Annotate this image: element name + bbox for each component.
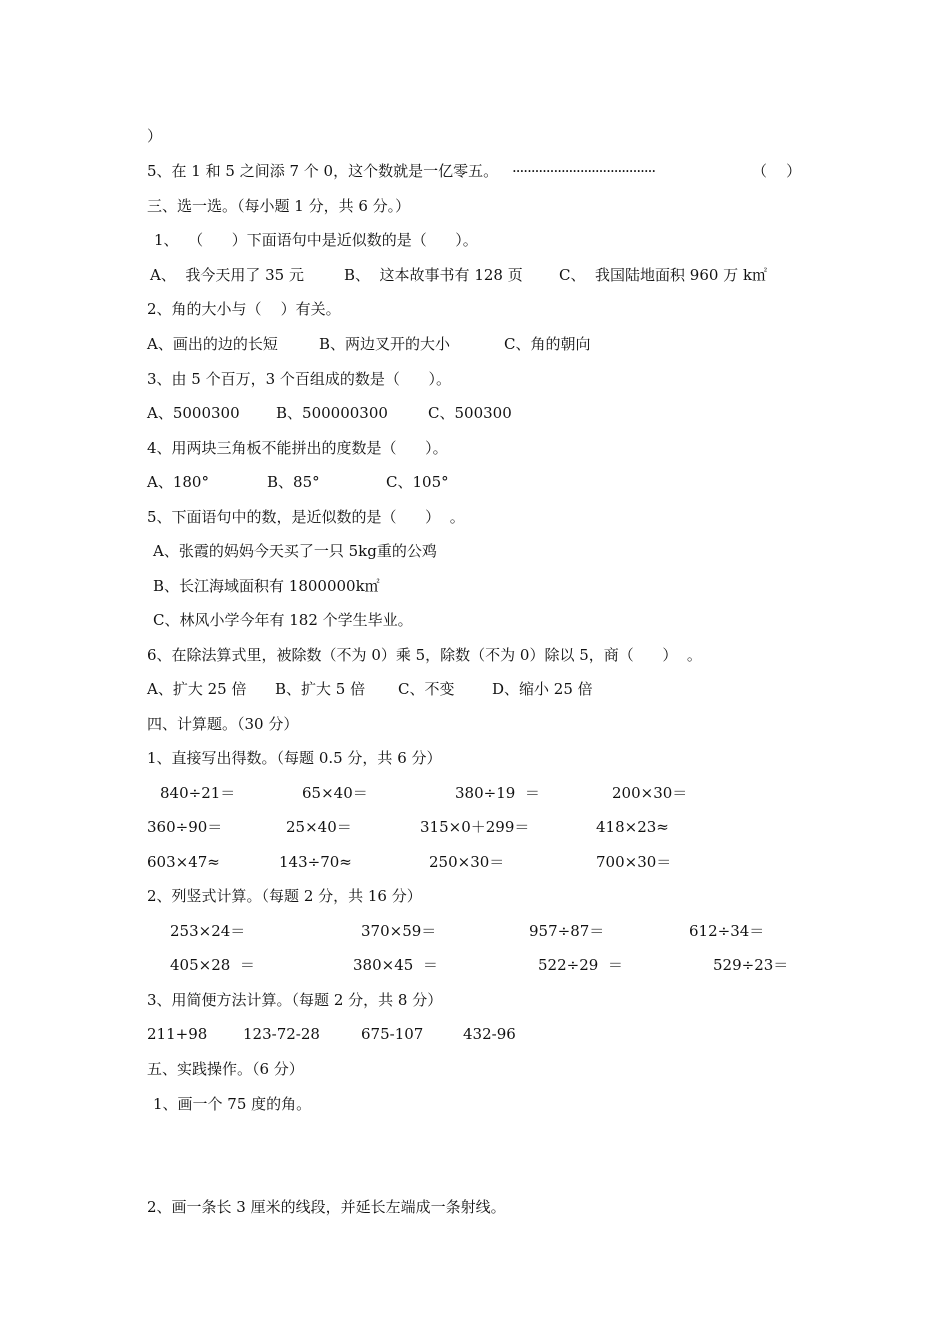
calc-item: 700×30＝ [596, 853, 672, 871]
calc-item: 380÷19 ＝ [455, 784, 540, 802]
s3-q3-option-c: C、500300 [428, 404, 512, 422]
s3-q4-option-c: C、105° [386, 473, 449, 491]
calc-item: 143÷70≈ [279, 853, 352, 871]
calc-item: 603×47≈ [147, 853, 220, 871]
section4-heading: 四、计算题。（30 分） [147, 715, 299, 733]
section5-heading: 五、实践操作。（6 分） [147, 1060, 304, 1078]
calc-item: 315×0＋299＝ [420, 818, 530, 836]
s3-q6-option-a: A、扩大 25 倍 [147, 680, 247, 698]
calc-item: 250×30＝ [429, 853, 505, 871]
s3-q5-option-b: B、长江海域面积有 1800000k㎡ [153, 577, 380, 595]
vertical-calc-item: 612÷34＝ [689, 922, 765, 940]
s3-q5-option-c: C、林风小学今年有 182 个学生毕业。 [153, 611, 413, 629]
s5-q1: 1、画一个 75 度的角。 [153, 1095, 312, 1113]
s3-q1-option-b: B、 这本故事书有 128 页 [344, 266, 523, 284]
simplify-item: 211+98 [147, 1025, 208, 1043]
s5-q2: 2、画一条长 3 厘米的线段，并延长左端成一条射线。 [147, 1198, 506, 1216]
s3-q2-option-b: B、两边叉开的大小 [319, 335, 451, 353]
s3-q5-option-a: A、张霞的妈妈今天买了一只 5kg重的公鸡 [153, 542, 437, 560]
vertical-calc-item: 522÷29 ＝ [538, 956, 623, 974]
s4-p1-heading: 1、直接写出得数。（每题 0.5 分，共 6 分） [147, 749, 442, 767]
vertical-calc-item: 370×59＝ [361, 922, 437, 940]
s3-q4-option-a: A、180° [147, 473, 209, 491]
s3-q4-stem: 4、用两块三角板不能拼出的度数是（ ）。 [147, 439, 448, 457]
vertical-calc-item: 253×24＝ [170, 922, 246, 940]
vertical-calc-item: 957÷87＝ [529, 922, 605, 940]
vertical-calc-item: 405×28 ＝ [170, 956, 255, 974]
s3-q3-stem: 3、由 5 个百万，3 个百组成的数是（ ）。 [147, 370, 452, 388]
continued-bracket: ） [147, 127, 163, 145]
section3-heading: 三、选一选。（每小题 1 分，共 6 分。） [147, 197, 411, 215]
s3-q4-option-b: B、85° [267, 473, 320, 491]
s3-q6-option-c: C、不变 [398, 680, 455, 698]
leader-dots: ······································ [512, 162, 656, 180]
s4-p3-heading: 3、用简便方法计算。（每题 2 分，共 8 分） [147, 991, 443, 1009]
s3-q3-option-a: A、5000300 [147, 404, 240, 422]
s3-q1-stem: 1、 （ ）下面语句中是近似数的是（ ）。 [154, 231, 478, 249]
tf-question-5: 5、在 1 和 5 之间添 7 个 0，这个数就是一亿零五。 [147, 162, 499, 180]
s3-q1-option-a: A、 我今天用了 35 元 [150, 266, 304, 284]
calc-item: 418×23≈ [596, 818, 669, 836]
s3-q5-stem: 5、下面语句中的数，是近似数的是（ ） 。 [147, 508, 465, 526]
s3-q6-stem: 6、在除法算式里，被除数（不为 0）乘 5，除数（不为 0）除以 5，商（ ） 。 [147, 646, 702, 664]
s3-q6-option-b: B、扩大 5 倍 [275, 680, 366, 698]
calc-item: 200×30＝ [612, 784, 688, 802]
vertical-calc-item: 529÷23＝ [713, 956, 789, 974]
s3-q1-option-c: C、 我国陆地面积 960 万 k㎡ [559, 266, 768, 284]
s3-q3-option-b: B、500000300 [276, 404, 388, 422]
s3-q2-option-c: C、角的朝向 [504, 335, 591, 353]
s3-q6-option-d: D、缩小 25 倍 [492, 680, 593, 698]
simplify-item: 123-72-28 [243, 1025, 320, 1043]
calc-item: 360÷90＝ [147, 818, 223, 836]
simplify-item: 432-96 [463, 1025, 516, 1043]
calc-item: 25×40＝ [286, 818, 352, 836]
s3-q2-stem: 2、角的大小与（ ）有关。 [147, 300, 341, 318]
s4-p2-heading: 2、列竖式计算。（每题 2 分，共 16 分） [147, 887, 422, 905]
vertical-calc-item: 380×45 ＝ [353, 956, 438, 974]
answer-blank: （ ） [752, 162, 802, 180]
calc-item: 65×40＝ [302, 784, 368, 802]
calc-item: 840÷21＝ [160, 784, 236, 802]
s3-q2-option-a: A、画出的边的长短 [147, 335, 278, 353]
simplify-item: 675-107 [361, 1025, 424, 1043]
